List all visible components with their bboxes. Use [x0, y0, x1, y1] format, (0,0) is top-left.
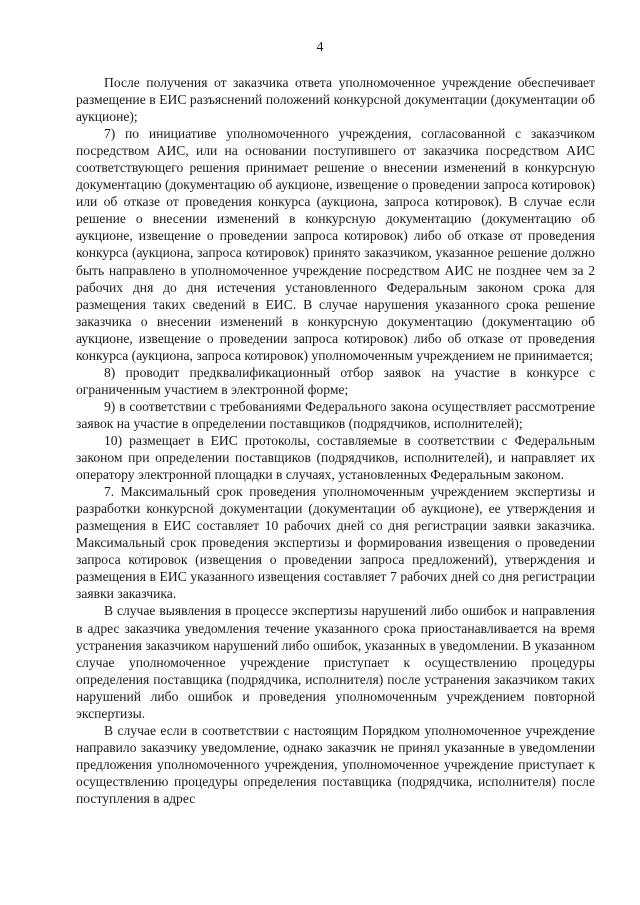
paragraph-item-8: 8) проводит предквалификационный отбор заявок на участие в конкурсе с ограниченным участием в электронной форме;	[76, 364, 595, 397]
paragraph-item-9: 9) в соответствии с требованиями Федерального закона осуществляет рассмотрение заявок на участие в определении поставщиков (подрядчиков, исполнителей);	[76, 398, 595, 431]
page-number: 4	[316, 40, 324, 55]
paragraph-item-10: 10) размещает в ЕИС протоколы, составляемые в соответствии с Федеральным законом при определении поставщиков (подрядчиков, исполнителей), и направляет их оператору электронной площадки в случаях, установленных Федеральным законом.	[76, 432, 595, 483]
paragraph-item-7: 7) по инициативе уполномоченного учреждения, согласованной с заказчиком посредством АИС, или на основании поступившего от заказчика посредством АИС соответствующего решения принимает решение о внесении изменений в конкурсную документацию (документацию об аукционе, извещение о проведении запроса котировок) или об отказе от проведения конкурса (аукциона, запроса котировок). В случае если решение о внесении изменений в конкурсную документацию (документацию об аукционе, извещение о проведении запроса котировок) либо об отказе от проведения конкурса (аукциона, запроса котировок) принято заказчиком, указанное решение должно быть направлено в уполномоченное учреждение посредством АИС не позднее чем за 2 рабочих дня до дня истечения установленного Федеральным законом срока для размещения таких сведений в ЕИС. В случае нарушения указанного срока решение заказчика о внесении изменений в конкурсную документацию (документацию об аукционе, извещение о проведении запроса котировок) либо об отказе от проведения конкурса (аукциона, запроса котировок) уполномоченным учреждением не принимается;	[76, 126, 595, 363]
paragraph-notification: В случае если в соответствии с настоящим Порядком уполномоченное учреждение направило заказчику уведомление, однако заказчик не принял указанные в уведомлении предложения уполномоченного учреждения, уполномоченное учреждение приступает к осуществлению процедуры определения поставщика (подрядчика, исполнителя) после поступления в адрес	[76, 722, 595, 806]
paragraph-section-7: 7. Максимальный срок проведения уполномоченным учреждением экспертизы и разработки конкурсной документации (документации об аукционе), ее утверждения и размещения в ЕИС составляет 10 рабочих дней со дня регистрации заявки заказчика. Максимальный срок проведения экспертизы и формирования извещения о проведении запроса котировок (извещения о проведении запроса предложений), утверждения и размещения в ЕИС указанного извещения составляет 7 рабочих дней со дня регистрации заявки заказчика.	[76, 484, 595, 602]
paragraph-clarifications: После получения от заказчика ответа уполномоченное учреждение обеспечивает размещение в ЕИС разъяснений положений конкурсной документации (документации об аукционе);	[76, 75, 595, 125]
paragraph-violations: В случае выявления в процессе экспертизы нарушений либо ошибок и направления в адрес заказчика уведомления течение указанного срока приостанавливается на время устранения заказчиком нарушений либо ошибок, указанных в уведомлении. В указанном случае уполномоченное учреждение приступает к осуществлению процедуры определения поставщика (подрядчика, исполнителя) после устранения заказчиком таких нарушений либо ошибок и проведения уполномоченным учреждением повторной экспертизы.	[76, 603, 595, 721]
document-body	[76, 74, 595, 807]
